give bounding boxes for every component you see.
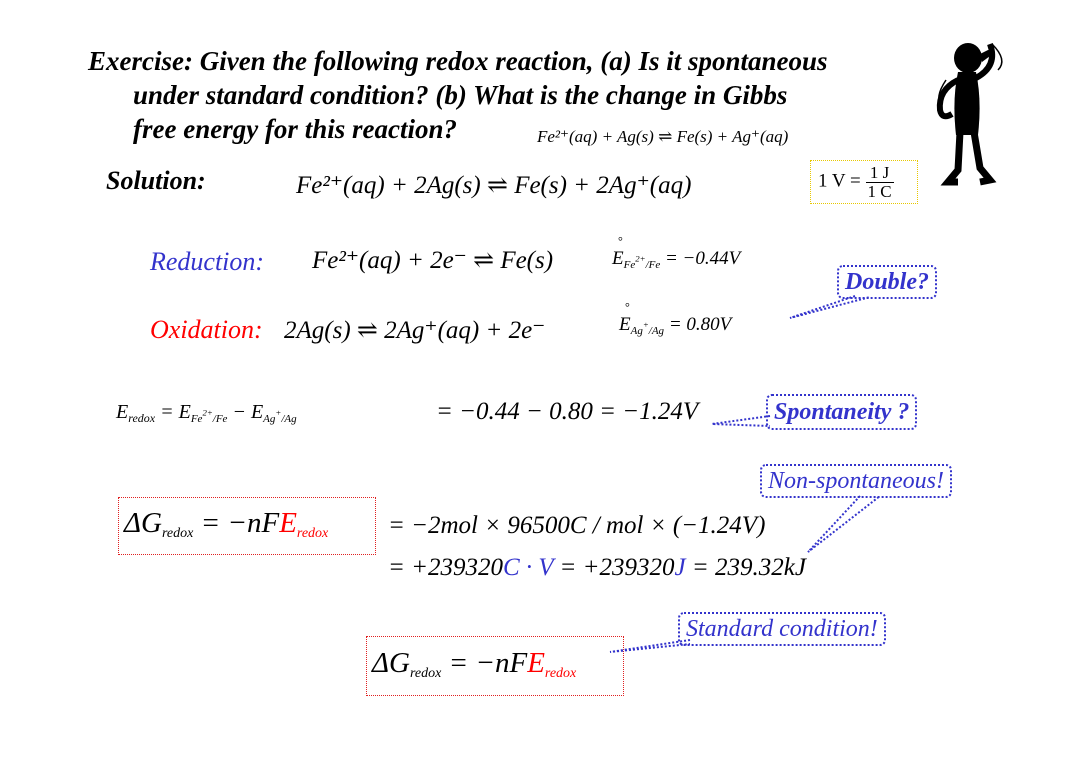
reduction-equation: Fe²⁺(aq) + 2e⁻ ⇌ Fe(s) xyxy=(312,247,554,274)
gibbs-value-cv: = +239320 xyxy=(388,554,503,581)
callout-spontaneity: Spontaneity ? xyxy=(766,394,917,430)
callout-standard-condition: Standard condition! xyxy=(678,612,886,646)
oxidation-potential: E ° $_{Ag^+/Ag}$ = 0.80V xyxy=(619,300,732,337)
unit-numerator: 1 J xyxy=(866,164,894,183)
reduction-label: Reduction: xyxy=(150,247,265,276)
balanced-lhs: Fe²⁺(aq) + 2Ag(s) xyxy=(296,172,481,199)
pointer-non-spontaneous xyxy=(808,496,880,552)
gibbs-formula-standard: $\Delta G_{redox} = -nFE_{redox}$ xyxy=(372,647,577,681)
solution-label: Solution: xyxy=(106,166,206,195)
balanced-rhs: Fe(s) + 2Ag⁺(aq) xyxy=(514,172,692,199)
title-line-3: free energy for this reaction? xyxy=(133,114,457,144)
title-line-2: under standard condition? (b) What is the change in Gibbs xyxy=(133,80,788,110)
oxidation-equation: 2Ag(s) ⇌ 2Ag⁺(aq) + 2e⁻ xyxy=(284,317,546,344)
inline-reaction-lhs: Fe²⁺(aq) + Ag(s) xyxy=(537,127,654,146)
gibbs-value-j: = +239320 xyxy=(559,554,675,581)
unit-lhs: 1 V = xyxy=(818,170,861,192)
gibbs-formula: $\Delta G_{redox} = -nFE_{redox}$ xyxy=(124,507,329,541)
balanced-arrow: ⇌ xyxy=(486,172,508,199)
gibbs-value-kj: = 239.32kJ xyxy=(691,554,806,581)
oxidation-potential-value: = 0.80V xyxy=(668,314,732,335)
gibbs-calculation-line-1: = −2mol × 96500C / mol × (−1.24V) xyxy=(388,512,766,539)
callout-non-spontaneous: Non-spontaneous! xyxy=(760,464,952,498)
ecell-definition: $E_{redox} = E_{Fe^{2+}/Fe} - E_{Ag^+/Ag}$ xyxy=(116,401,297,426)
unit-denominator: 1 C xyxy=(867,181,892,201)
title-line-1: Exercise: Given the following redox reaction, (a) Is it spontaneous xyxy=(88,46,828,76)
inline-reaction-arrow: ⇌ xyxy=(658,127,673,146)
pointer-double xyxy=(790,296,870,318)
oxidation-label: Oxidation: xyxy=(150,315,263,344)
ecell-value: = −0.44 − 0.80 = −1.24V xyxy=(436,398,699,425)
inline-reaction-rhs: Fe(s) + Ag⁺(aq) xyxy=(676,127,789,146)
pointer-spontaneity xyxy=(712,416,770,426)
pointer-standard xyxy=(610,640,690,652)
gibbs-unit-cv: C · V xyxy=(503,554,554,581)
gibbs-unit-j: J xyxy=(674,554,686,581)
reduction-potential-value: = −0.44V xyxy=(664,248,741,269)
callout-double: Double? xyxy=(837,265,937,299)
reduction-potential: E ° $_{Fe^{2+}/Fe}$ = −0.44V xyxy=(612,234,741,271)
